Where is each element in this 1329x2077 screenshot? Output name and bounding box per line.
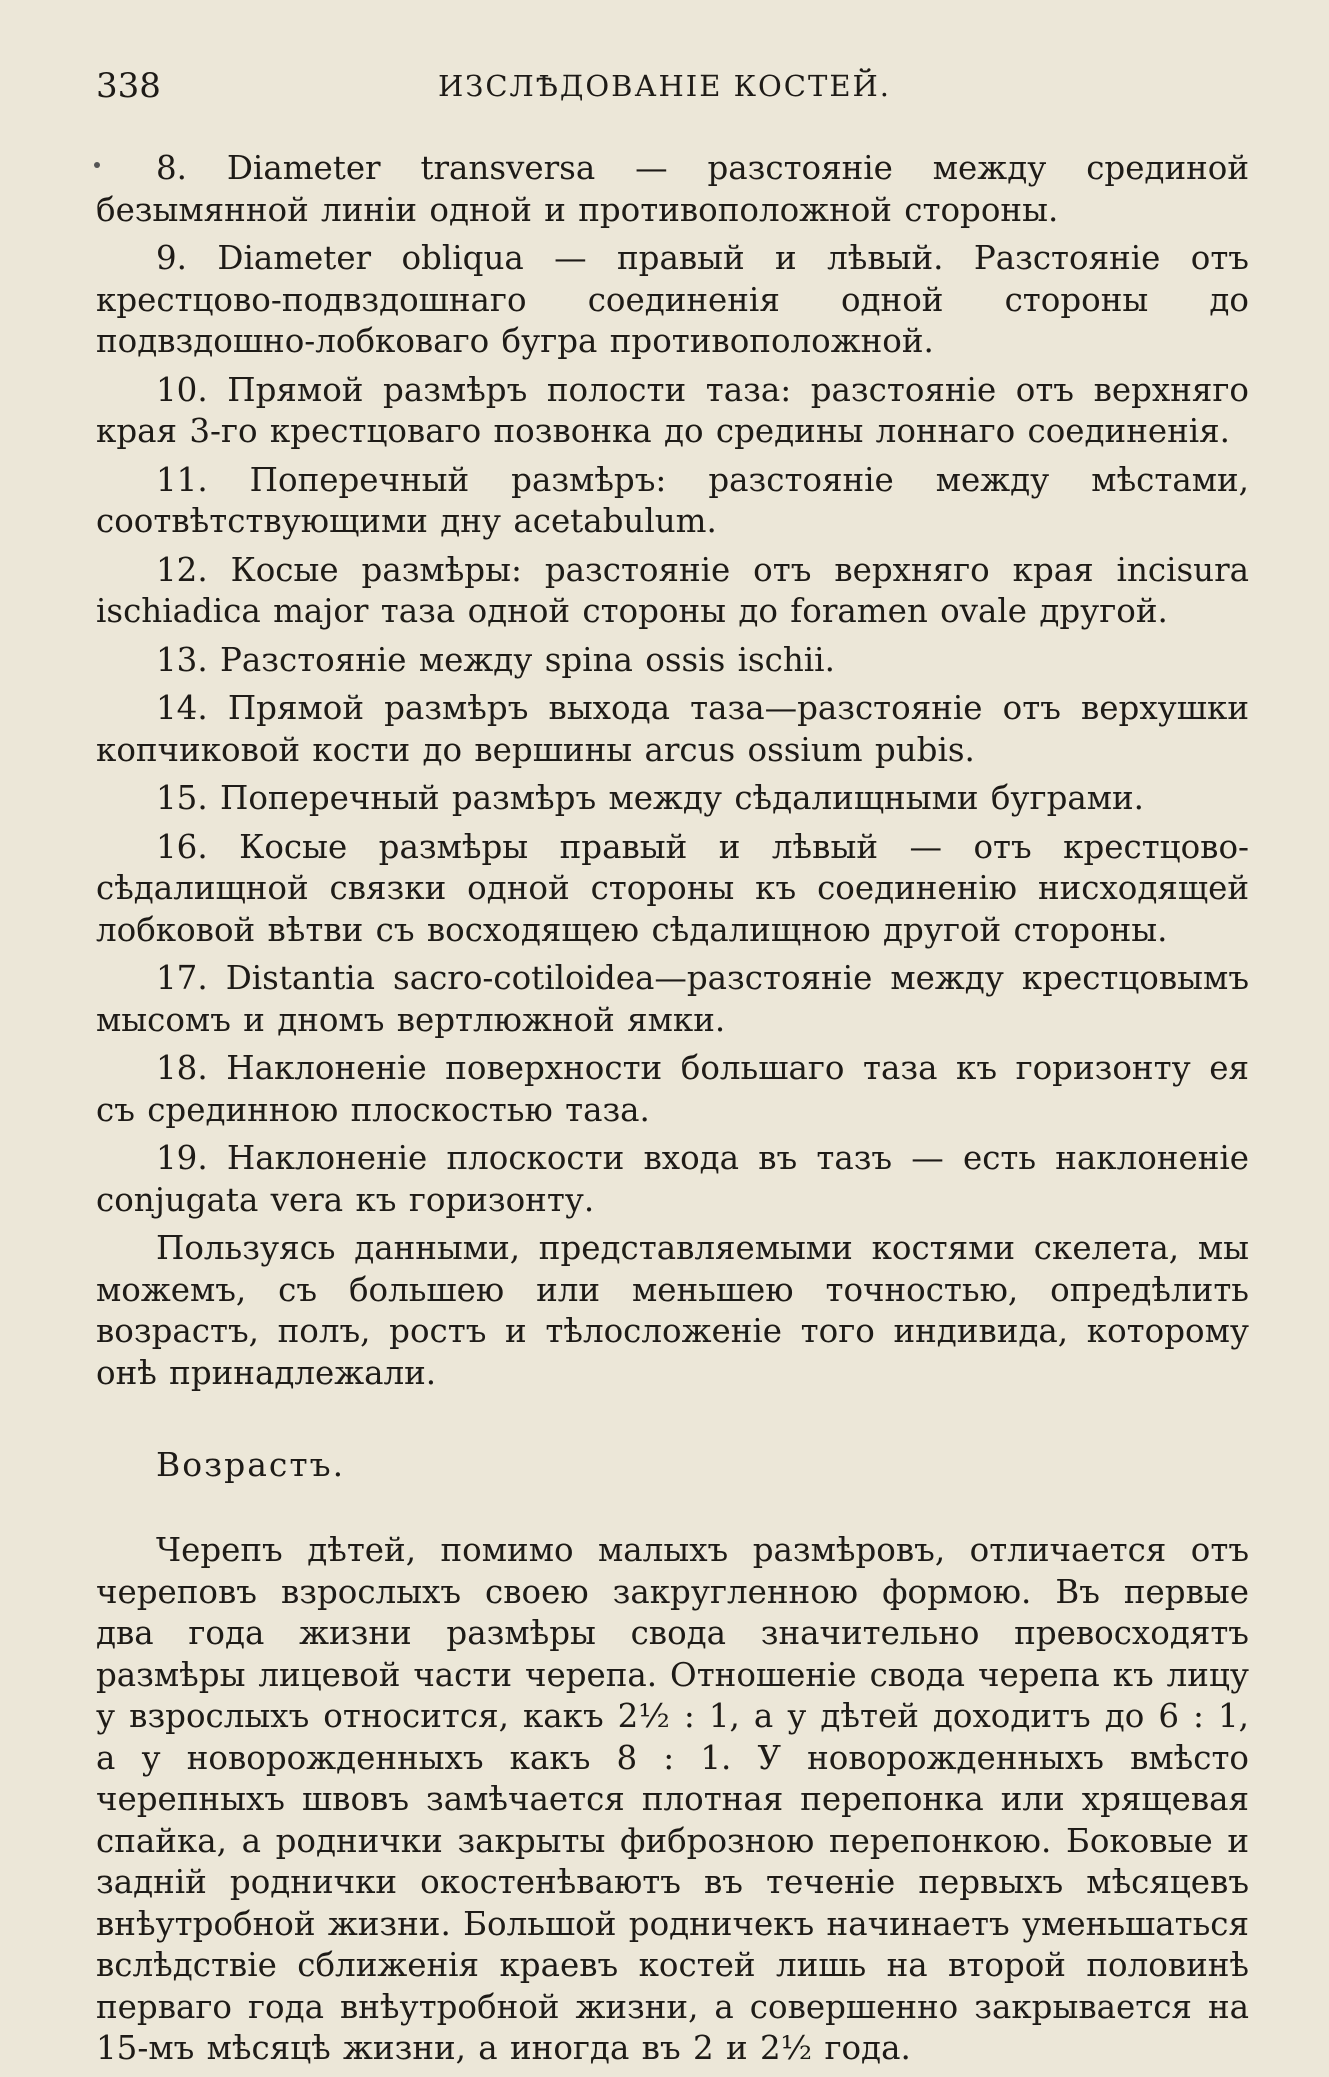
list-item-14: 14. Прямой размѣръ выхода таза—разстояніе отъ верхушки копчиковой кости до вершины arcus ossium pubis. [96,689,1249,769]
list-item-15: 15. Поперечный размѣръ между сѣдалищными буграми. [156,779,1145,817]
list-item-13: 13. Разстояніе между spina ossis ischii. [156,640,835,679]
list-item-9: 9. Diameter obliqua — правый и лѣвый. Разстояніе отъ крестцово-подвздошнаго соединенія одной стороны до подвздошно-лобковаго бугра противоположной. [96,239,1249,360]
list-item-11: 11. Поперечный размѣръ: разстояніе между мѣстами, соотвѣтствующими дну acetabulum. [96,460,1249,540]
list-item-17: 17. Distantia sacro-cotiloidea—разстояніе между крестцовымъ мысомъ и дномъ вертлюжной ямки. [96,959,1249,1039]
list-item-18: 18. Наклоненіе поверхности большаго таза къ горизонту ея съ срединною плоскостью таза. [96,1049,1249,1129]
running-head: ИЗСЛѢДОВАНІЕ КОСТЕЙ. [437,69,892,103]
list-item-19: 19. Наклоненіе плоскости входа въ тазъ — есть наклоненіе conjugata vera къ горизонту. [96,1139,1249,1219]
list-item-10: 10. Прямой размѣръ полости таза: разстояніе отъ верхняго края 3-го крестцоваго позвонка до средины лоннаго соединенія. [96,370,1249,450]
page-body [96,148,1249,2077]
list-item-16: 16. Косые размѣры правый и лѣвый — отъ крестцово-сѣдалищной связки одной стороны къ соединенію нисходящей лобковой вѣтви съ восходящею сѣдалищною другой стороны. [96,827,1249,949]
page-number: 338 [96,66,161,106]
list-item-8: 8. Diameter transversa — разстояніе между срединой безымянной линіи одной и противоположной стороны. [96,149,1249,229]
summary-paragraph: Пользуясь данными, представляемыми костями скелета, мы можемъ, съ большею или меньшею точностью, опредѣлить возрастъ, полъ, ростъ и тѣлосложеніе того индивида, которому онѣ принадлежали. [96,1229,1249,1392]
list-item-12: 12. Косые размѣры: разстояніе отъ верхняго края incisura ischiadica major таза одной стороны до foramen ovale другой. [96,550,1249,630]
section-heading: Возрастъ. [156,1445,346,1484]
age-paragraph: Черепъ дѣтей, помимо малыхъ размѣровъ, отличается отъ череповъ взрослыхъ своею закругленною формою. Въ первые два года жизни размѣры свода значительно превосходятъ размѣры лицевой части черепа. Отношеніе свода черепа къ лицу у взрослыхъ относится, какъ 2½ : 1, а у дѣтей доходитъ до 6 : 1, а у новорожденныхъ какъ 8 : 1. У новорожденныхъ вмѣсто черепныхъ швовъ замѣчается плотная перепонка или хрящевая спайка, а роднички закрыты фиброзною перепонкою. Боковые и задній роднички окостенѣваютъ въ теченіе первыхъ мѣсяцевъ внѣутробной жизни. Большой родничекъ начинаетъ уменьшаться вслѣдствіе сближенія краевъ костей лишь на второй половинѣ перваго года внѣутробной жизни, а совершенно закрывается на 15-мъ мѣсяцѣ жизни, а иногда въ 2 и 2½ года. [96,1531,1249,2067]
